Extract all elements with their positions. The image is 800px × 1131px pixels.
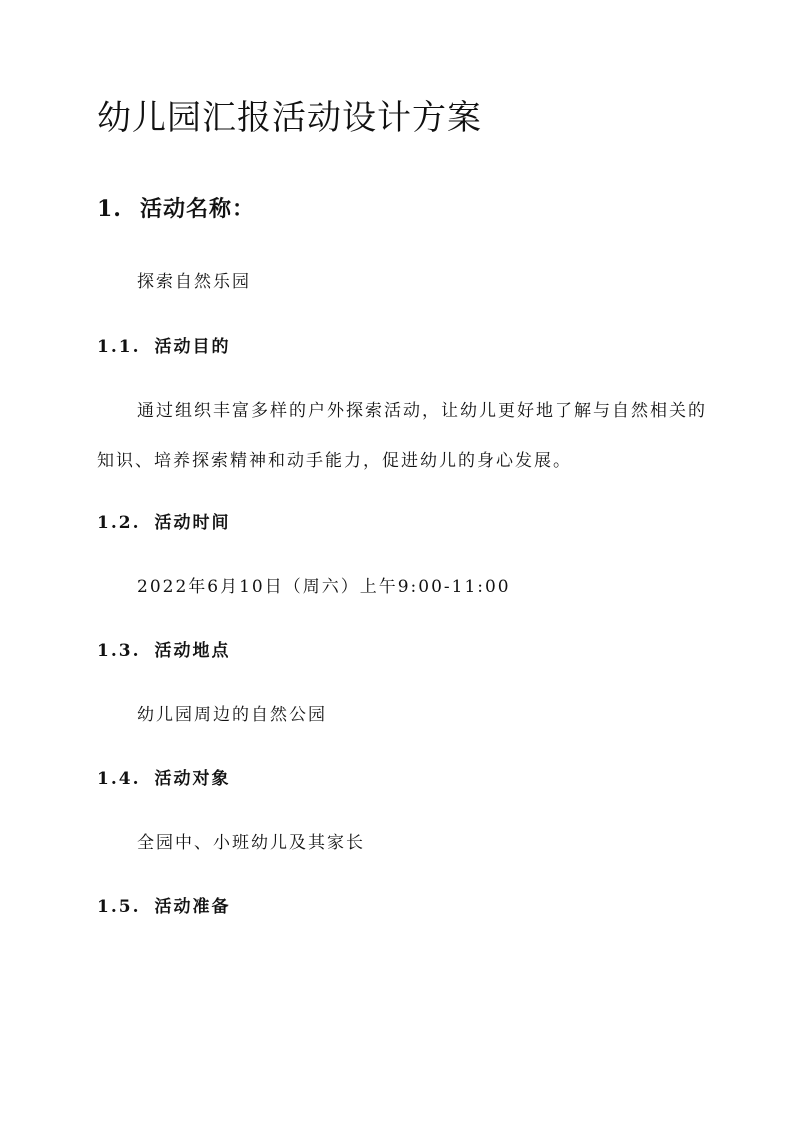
activity-name-text: 探索自然乐园: [137, 272, 251, 292]
participants-text: 全园中、小班幼儿及其家长: [137, 833, 365, 853]
subsection-number: 1.2.: [97, 513, 141, 533]
document-title: 幼儿园汇报活动设计方案: [97, 98, 482, 138]
section-heading-activity-name: [97, 194, 255, 224]
subsection-number: 1.5.: [97, 897, 141, 917]
subsection-heading-time: [97, 510, 231, 536]
section-number: 1.: [97, 196, 122, 222]
subsection-heading-text: 活动地点: [154, 641, 231, 661]
subsection-heading-preparation: [97, 894, 231, 920]
subsection-heading-text: 活动时间: [154, 513, 231, 533]
subsection-heading-location: [97, 638, 231, 664]
location-text: 幼儿园周边的自然公园: [137, 705, 327, 725]
purpose-paragraph: 通过组织丰富多样的户外探索活动，让幼儿更好地了解与自然相关的知识、培养探索精神和动手能力，促进幼儿的身心发展。: [97, 401, 707, 471]
subsection-heading-text: 活动对象: [154, 769, 231, 789]
subsection-number: 1.4.: [97, 769, 141, 789]
subsection-heading-text: 活动准备: [154, 897, 231, 917]
subsection-heading-text: 活动目的: [154, 337, 231, 357]
subsection-heading-participants: [97, 766, 231, 792]
subsection-number: 1.3.: [97, 641, 141, 661]
subsection-number: 1.1.: [97, 337, 141, 357]
time-text: 2022年6月10日（周六）上午9:00-11:00: [137, 577, 511, 597]
subsection-heading-purpose: [97, 334, 231, 360]
section-heading-text: 活动名称：: [139, 196, 255, 222]
